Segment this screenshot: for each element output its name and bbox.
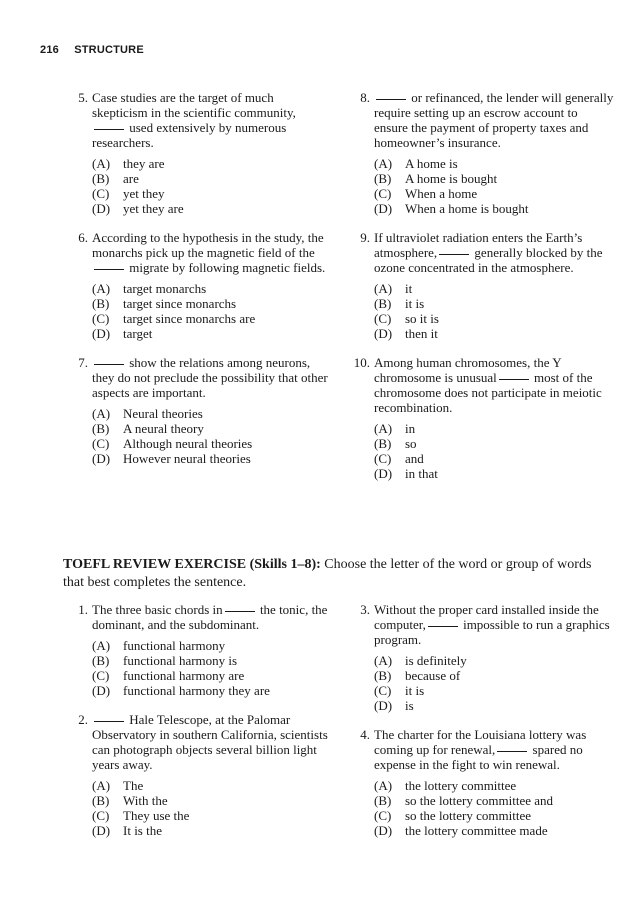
option-letter: (B) [92,421,110,436]
option-text: With the [123,793,168,808]
question [352,230,614,341]
option-letter: (C) [92,668,110,683]
question-number: 6. [78,230,88,245]
question [70,602,332,698]
option-text: it [405,281,413,296]
option-text: yet they are [123,201,184,216]
page-header [40,44,144,56]
answer-option [374,823,614,838]
answer-options [374,778,614,838]
answer-option [92,421,332,436]
option-letter: (C) [374,451,392,466]
option-letter: (C) [92,311,110,326]
question [70,355,332,466]
answer-option [374,793,614,808]
option-text: and [405,451,424,466]
answer-option [92,668,332,683]
answer-blank [499,378,529,380]
option-text: When a home is bought [405,201,529,216]
answer-option [374,311,614,326]
option-text: The [123,778,144,793]
option-text: the lottery committee made [405,823,548,838]
option-text: functional harmony are [123,668,245,683]
question [70,90,332,216]
option-letter: (A) [374,778,393,793]
answer-blank [94,128,124,130]
question-number: 5. [78,90,88,105]
answer-options [374,281,614,341]
option-letter: (A) [374,156,393,171]
option-text: target [123,326,153,341]
answer-option [92,823,332,838]
option-text: because of [405,668,461,683]
answer-blank [497,750,527,752]
answer-option [92,808,332,823]
answer-option [374,186,614,201]
option-text: Neural theories [123,406,203,421]
answer-options [92,778,332,838]
question-stem [92,230,332,275]
answer-option [92,793,332,808]
option-letter: (B) [374,296,392,311]
answer-option [92,451,332,466]
option-letter: (D) [92,683,111,698]
option-text: target monarchs [123,281,207,296]
option-letter: (D) [92,326,111,341]
answer-blank [94,268,124,270]
review-heading [63,556,603,592]
answer-options [92,281,332,341]
option-text: A home is [405,156,458,171]
option-text: functional harmony [123,638,226,653]
question-stem [92,90,332,150]
answer-option [374,326,614,341]
option-letter: (D) [92,201,111,216]
question-number: 4. [360,727,370,742]
stem-text-after: generally blocked by the ozone concentrated in the atmosphere. [374,245,603,275]
answer-option [374,436,614,451]
stem-text-before: Among human chromosomes, the Y chromosome is unusual [374,355,562,385]
answer-blank [428,625,458,627]
answer-option [374,171,614,186]
answer-options [374,653,614,713]
stem-text-after: spared no expense in the fight to win renewal. [374,742,583,772]
option-text: They use the [123,808,190,823]
option-text: in [405,421,416,436]
stem-text-before: If ultraviolet radiation enters the Earth’s atmosphere, [374,230,583,260]
question-number: 9. [360,230,370,245]
option-text: However neural theories [123,451,251,466]
answer-option [92,326,332,341]
answer-blank [94,363,124,365]
option-text: in that [405,466,438,481]
option-letter: (D) [374,326,393,341]
answer-option [374,296,614,311]
stem-text-before: Case studies are the target of much skepticism in the scientific community, [92,90,296,120]
question-stem [374,355,614,415]
stem-text-before: According to the hypothesis in the study, the monarchs pick up the magnetic field of the [92,230,324,260]
stem-text-after: show the relations among neurons, they do not preclude the possibility that other aspects are important. [92,355,328,400]
option-letter: (B) [92,171,110,186]
option-text: yet they [123,186,165,201]
answer-option [92,156,332,171]
option-letter: (C) [92,808,110,823]
stem-text-before: The three basic chords in [92,602,223,617]
option-letter: (B) [374,171,392,186]
answer-option [92,296,332,311]
answer-option [92,406,332,421]
option-letter: (B) [374,668,392,683]
page-number: 216 [40,44,59,56]
option-letter: (D) [374,698,393,713]
answer-options [374,421,614,481]
option-letter: (B) [92,296,110,311]
option-text: functional harmony they are [123,683,270,698]
answer-options [92,406,332,466]
option-letter: (C) [374,683,392,698]
question-stem [374,230,614,275]
question-stem [374,727,614,772]
answer-option [374,683,614,698]
question [352,602,614,713]
option-text: target since monarchs are [123,311,256,326]
option-text: it is [405,683,425,698]
option-letter: (B) [374,793,392,808]
question [352,727,614,838]
option-letter: (B) [374,436,392,451]
section-title: STRUCTURE [74,44,144,56]
answer-option [374,653,614,668]
answer-option [92,778,332,793]
stem-text-before: The charter for the Louisiana lottery was coming up for renewal, [374,727,587,757]
option-letter: (A) [92,156,111,171]
question [70,230,332,341]
question [70,712,332,838]
stem-text-after: used extensively by numerous researchers. [92,120,287,150]
answer-options [374,156,614,216]
option-text: so [405,436,417,451]
option-text: it is [405,296,425,311]
option-text: they are [123,156,165,171]
review-title: TOEFL REVIEW EXERCISE (Skills 1–8): [63,557,321,572]
answer-option [374,201,614,216]
option-letter: (A) [92,778,111,793]
option-text: is definitely [405,653,467,668]
option-letter: (A) [374,281,393,296]
answer-blank [225,610,255,612]
stem-text-after: migrate by following magnetic fields. [126,260,326,275]
part2-left-column [70,602,332,852]
question-stem [92,355,332,400]
answer-option [92,638,332,653]
answer-blank [439,253,469,255]
option-letter: (C) [374,311,392,326]
option-letter: (D) [374,823,393,838]
answer-option [374,808,614,823]
option-text: functional harmony is [123,653,238,668]
option-letter: (B) [92,793,110,808]
option-letter: (D) [374,466,393,481]
option-letter: (D) [92,823,111,838]
question-stem [92,602,332,632]
question-number: 3. [360,602,370,617]
question-number: 1. [78,602,88,617]
option-text: are [123,171,139,186]
option-text: is [405,698,414,713]
option-letter: (A) [92,638,111,653]
answer-blank [376,98,406,100]
question [352,355,614,481]
option-letter: (A) [374,653,393,668]
option-letter: (A) [92,281,111,296]
option-text: then it [405,326,438,341]
option-text: target since monarchs [123,296,237,311]
option-letter: (C) [374,186,392,201]
answer-options [92,638,332,698]
stem-text-after: or refinanced, the lender will generally require setting up an escrow account to ensure the payment of property taxes and homeowner’s insurance. [374,90,614,150]
option-text: When a home [405,186,478,201]
question [352,90,614,216]
answer-option [374,451,614,466]
answer-option [92,311,332,326]
question-number: 2. [78,712,88,727]
answer-option [374,466,614,481]
part2-right-column [352,602,614,852]
answer-options [92,156,332,216]
answer-option [92,171,332,186]
answer-option [92,436,332,451]
answer-option [374,281,614,296]
question-number: 8. [360,90,370,105]
option-text: Although neural theories [123,436,253,451]
answer-option [374,421,614,436]
option-letter: (D) [92,451,111,466]
option-text: the lottery committee [405,778,517,793]
option-letter: (C) [374,808,392,823]
question-stem [374,90,614,150]
review-instruction: Choose the letter of the word or group of words that best completes the sentence. [63,557,592,590]
answer-option [92,683,332,698]
stem-text-before: Without the proper card installed inside the computer, [374,602,599,632]
answer-option [92,201,332,216]
answer-option [374,778,614,793]
answer-option [374,668,614,683]
option-letter: (A) [92,406,111,421]
option-letter: (B) [92,653,110,668]
answer-blank [94,720,124,722]
question-stem [374,602,614,647]
stem-text-after: most of the chromosome does not participate in meiotic recombination. [374,370,602,415]
answer-option [92,653,332,668]
part1-right-column [352,90,614,495]
question-stem [92,712,332,772]
question-number: 7. [78,355,88,370]
answer-option [92,186,332,201]
stem-text-after: impossible to run a graphics program. [374,617,610,647]
option-letter: (A) [374,421,393,436]
question-number: 10. [353,355,370,370]
option-letter: (C) [92,186,110,201]
part1-left-column [70,90,332,480]
option-text: It is the [123,823,162,838]
answer-option [92,281,332,296]
answer-option [374,698,614,713]
option-text: so the lottery committee and [405,793,554,808]
stem-text-after: the tonic, the dominant, and the subdominant. [92,602,328,632]
option-text: so it is [405,311,439,326]
answer-option [374,156,614,171]
stem-text-after: Hale Telescope, at the Palomar Observatory in southern California, scientists can photograph objects several billion light years away. [92,712,328,772]
option-letter: (C) [92,436,110,451]
option-letter: (D) [374,201,393,216]
option-text: A home is bought [405,171,498,186]
option-text: A neural theory [123,421,204,436]
option-text: so the lottery committee [405,808,531,823]
